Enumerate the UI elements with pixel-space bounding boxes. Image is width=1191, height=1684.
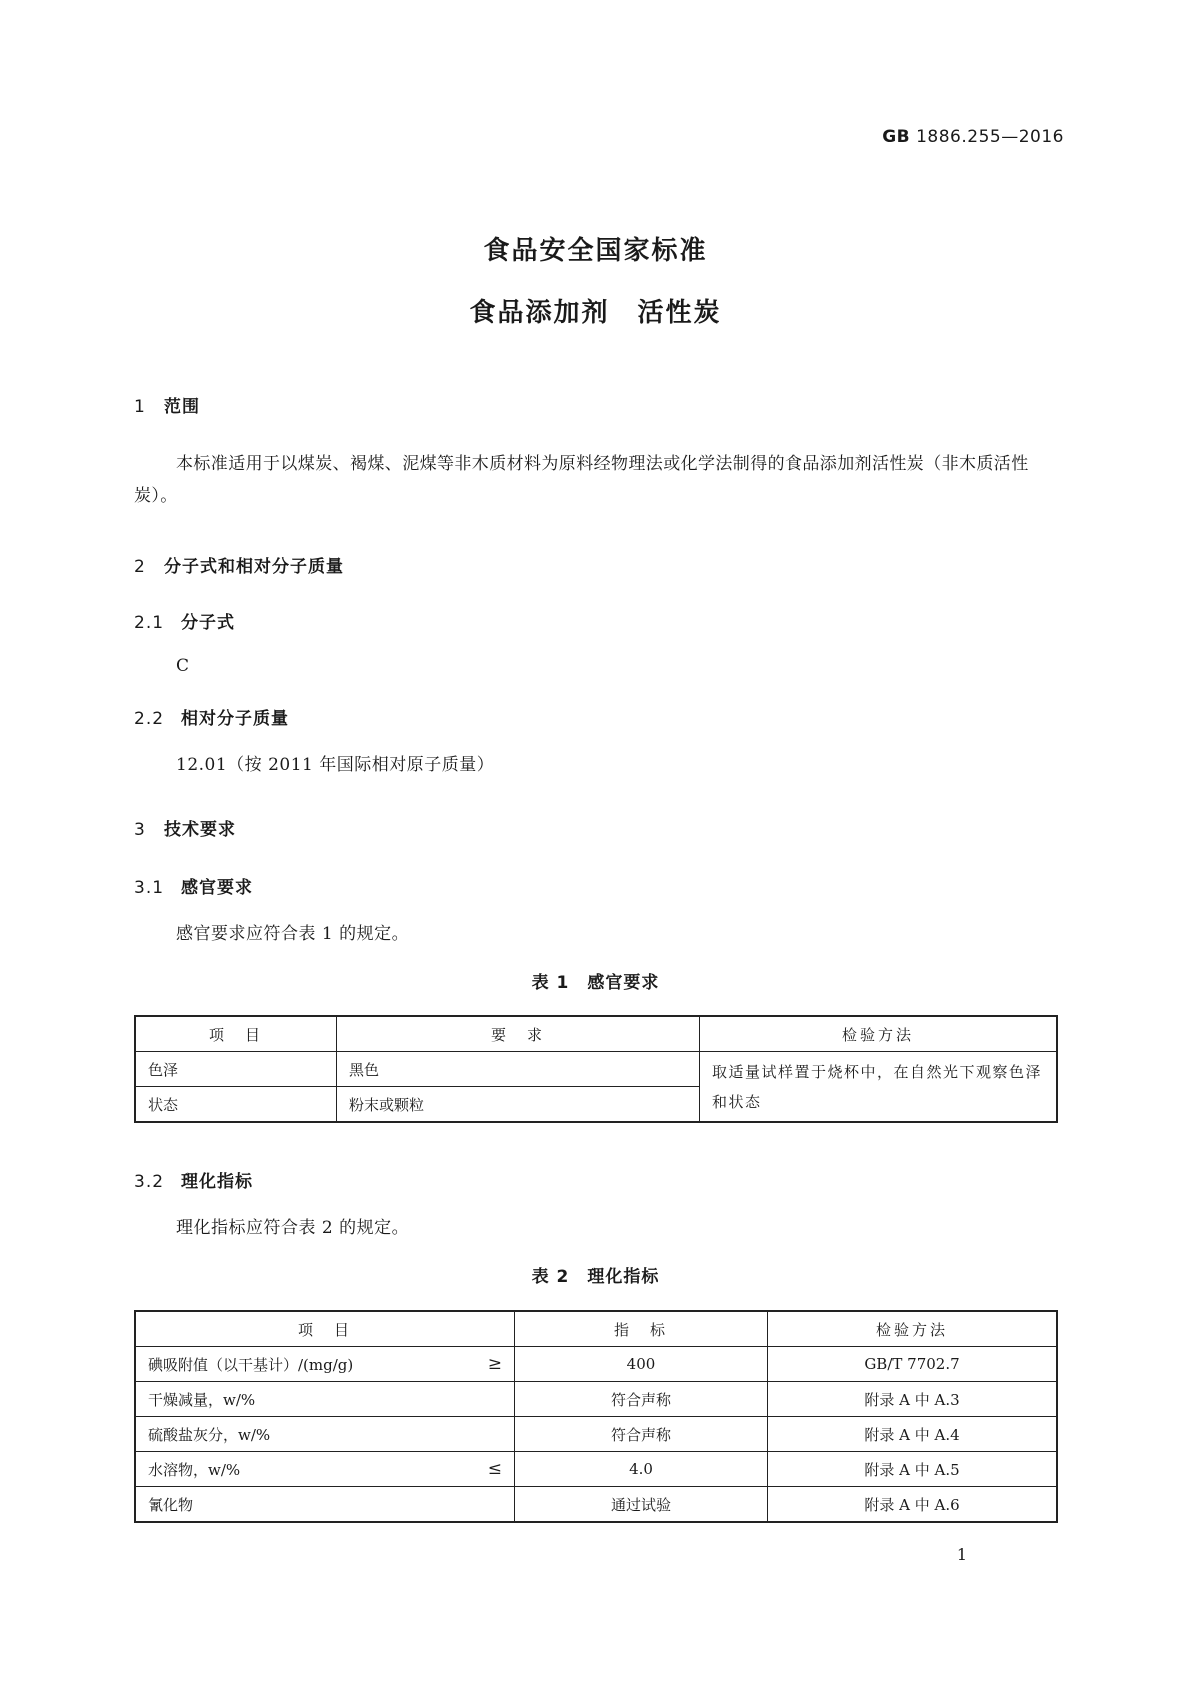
section-2-heading xyxy=(134,552,344,577)
sub-title: 食品添加剂 活性炭 xyxy=(469,298,722,328)
section-1-heading xyxy=(134,392,200,417)
section-title: 分子式和相对分子质量 xyxy=(164,557,344,577)
value-cell: 通过试验 xyxy=(515,1487,768,1523)
section-number: 3 xyxy=(134,820,146,840)
requirement-cell: 粉末或颗粒 xyxy=(337,1087,700,1123)
molecular-mass: 12.01（按 2011 年国际相对原子质量） xyxy=(176,755,495,775)
section-number: 2.2 xyxy=(134,709,165,729)
standard-number: 1886.255—2016 xyxy=(916,127,1064,147)
table-row xyxy=(135,1417,1057,1452)
section-number: 2 xyxy=(134,557,146,577)
item-cell xyxy=(135,1417,515,1452)
table-2-caption: 表 2 理化指标 xyxy=(531,1267,660,1287)
value-cell: 4.0 xyxy=(515,1452,768,1487)
section-number: 2.1 xyxy=(134,613,165,633)
section-3-1-heading xyxy=(134,873,253,898)
section-title: 感官要求 xyxy=(181,878,253,898)
item-cell: 状态 xyxy=(135,1087,337,1123)
table-header-row xyxy=(135,1016,1057,1052)
page-number: 1 xyxy=(956,1545,967,1564)
item-cell xyxy=(135,1382,515,1417)
section-title: 相对分子质量 xyxy=(181,709,289,729)
table-row xyxy=(135,1052,1057,1087)
section-3-heading xyxy=(134,815,236,840)
standard-prefix: GB xyxy=(882,127,911,147)
item-label: 水溶物，w/% xyxy=(148,1460,241,1479)
column-header-method: 检验方法 xyxy=(700,1016,1058,1052)
item-cell xyxy=(135,1487,515,1523)
section-3-2-heading xyxy=(134,1167,253,1192)
section-number: 3.1 xyxy=(134,878,165,898)
section-number: 3.2 xyxy=(134,1172,165,1192)
method-cell: 附录 A 中 A.6 xyxy=(768,1487,1058,1523)
method-cell: GB/T 7702.7 xyxy=(768,1347,1058,1382)
item-cell: 色泽 xyxy=(135,1052,337,1087)
table-header-row xyxy=(135,1311,1057,1347)
column-header-requirement: 要 求 xyxy=(337,1016,700,1052)
item-label: 氰化物 xyxy=(148,1495,194,1514)
value-cell: 400 xyxy=(515,1347,768,1382)
comparison-symbol: ≥ xyxy=(487,1353,502,1374)
method-cell: 附录 A 中 A.4 xyxy=(768,1417,1058,1452)
method-cell: 附录 A 中 A.3 xyxy=(768,1382,1058,1417)
section-3-1-text: 感官要求应符合表 1 的规定。 xyxy=(176,924,410,944)
section-2-1-heading xyxy=(134,608,235,633)
section-2-2-heading xyxy=(134,704,289,729)
table-row xyxy=(135,1452,1057,1487)
table-2-physicochemical xyxy=(134,1310,1058,1523)
main-title: 食品安全国家标准 xyxy=(483,236,708,266)
method-cell: 取适量试样置于烧杯中，在自然光下观察色泽和状态 xyxy=(700,1052,1058,1123)
table-row xyxy=(135,1487,1057,1523)
section-1-text: 本标准适用于以煤炭、褐煤、泥煤等非木质材料为原料经物理法或化学法制得的食品添加剂活性炭（非木质活性炭）。 xyxy=(134,454,1029,506)
comparison-symbol: ≤ xyxy=(487,1458,502,1479)
table-row xyxy=(135,1382,1057,1417)
column-header-item: 项 目 xyxy=(135,1016,337,1052)
molecular-formula: C xyxy=(176,656,190,676)
column-header-method: 检验方法 xyxy=(768,1311,1058,1347)
section-title: 理化指标 xyxy=(181,1172,253,1192)
section-number: 1 xyxy=(134,397,146,417)
item-label: 干燥减量，w/% xyxy=(148,1390,256,1409)
standard-code xyxy=(882,127,1064,147)
value-cell: 符合声称 xyxy=(515,1417,768,1452)
column-header-item: 项 目 xyxy=(135,1311,515,1347)
item-cell xyxy=(135,1452,515,1487)
value-cell: 符合声称 xyxy=(515,1382,768,1417)
table-1-sensory xyxy=(134,1015,1058,1123)
section-title: 技术要求 xyxy=(164,820,236,840)
section-3-2-text: 理化指标应符合表 2 的规定。 xyxy=(176,1218,410,1238)
table-1-caption: 表 1 感官要求 xyxy=(531,973,660,993)
column-header-index: 指 标 xyxy=(515,1311,768,1347)
requirement-cell: 黑色 xyxy=(337,1052,700,1087)
item-label: 硫酸盐灰分，w/% xyxy=(148,1425,271,1444)
item-label: 碘吸附值（以干基计）/(mg/g) xyxy=(148,1355,354,1374)
section-title: 分子式 xyxy=(181,613,235,633)
method-cell: 附录 A 中 A.5 xyxy=(768,1452,1058,1487)
table-row xyxy=(135,1347,1057,1382)
item-cell xyxy=(135,1347,515,1382)
section-title: 范围 xyxy=(164,397,200,417)
